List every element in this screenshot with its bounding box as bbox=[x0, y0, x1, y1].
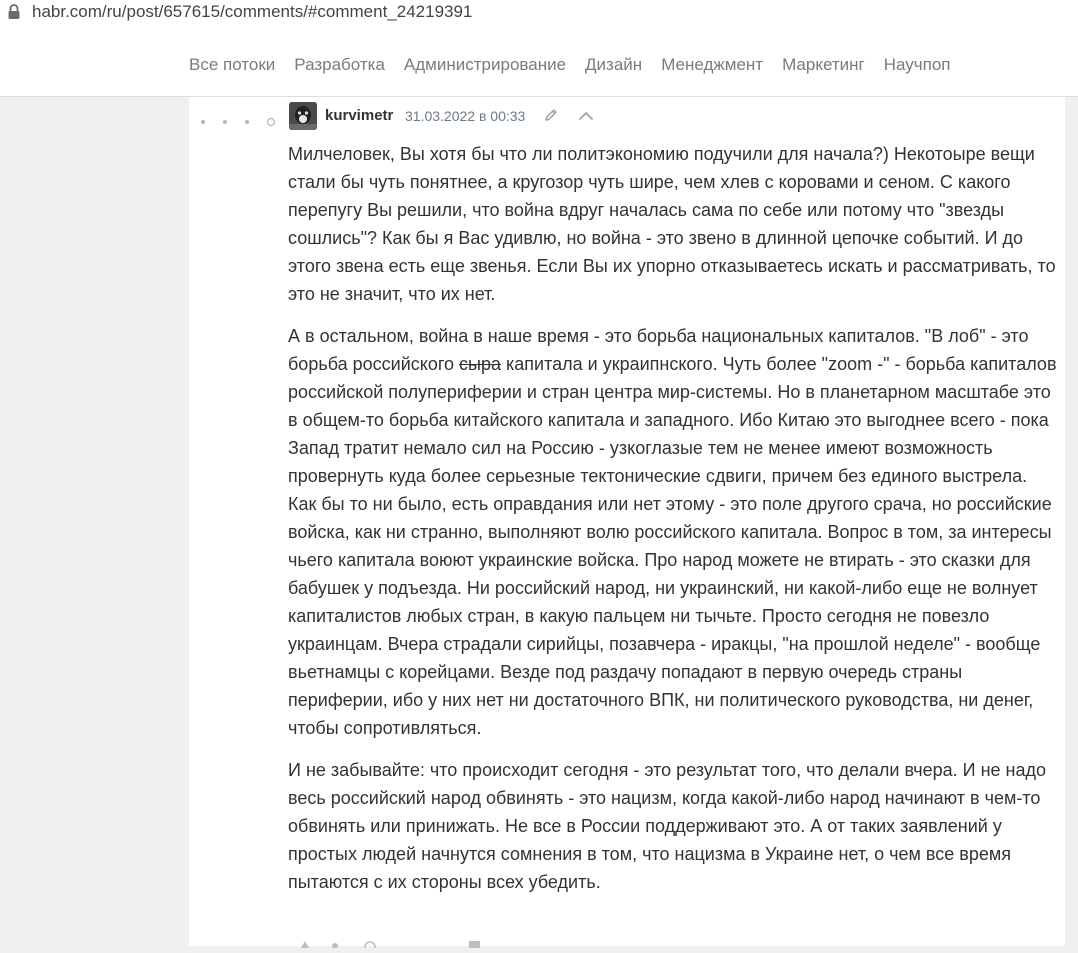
comment-paragraph bbox=[288, 322, 1058, 742]
lock-icon bbox=[7, 3, 21, 26]
comment-body bbox=[288, 140, 1058, 910]
strikethrough-text: сыра bbox=[459, 354, 501, 374]
comment-actions bbox=[297, 935, 497, 953]
nav-item-design[interactable]: Дизайн bbox=[585, 55, 643, 74]
thread-dot bbox=[201, 120, 205, 124]
thread-depth-indicator bbox=[201, 113, 275, 131]
thread-circle[interactable] bbox=[267, 118, 275, 126]
nav-item-development[interactable]: Разработка bbox=[294, 55, 385, 74]
hub-navigation bbox=[0, 34, 1078, 97]
url-text[interactable]: habr.com/ru/post/657615/comments/#comment_24219391 bbox=[32, 2, 473, 21]
pencil-icon[interactable] bbox=[543, 107, 559, 128]
comment-username[interactable]: kurvimetr bbox=[325, 107, 394, 124]
chevron-up-icon[interactable] bbox=[578, 109, 594, 127]
nav-item-management[interactable]: Менеджмент bbox=[661, 55, 764, 74]
user-avatar[interactable] bbox=[289, 102, 317, 130]
comment-text: капитала и украипнского. Чуть более "zoom -" - борьба капиталов российской полупериферии и стран центра мир-системы. Но в планетарном масштабе это в общем-то борьба китайского капитала и западного. Ибо Китаю это выгоднее всего - пока Запад тратит немало сил на Россию - узкоглазые тем не менее имеют возможность провернуть куда более серьезные тектонические сдвиги, причем без единого выстрела. Как бы то ни было, есть оправдания или нет этому - это поле другого срача, но российские войска, как ни странно, выполняют волю российского капитала. Вопрос в том, за интересы чьего капитала воюют украинские войска. Про народ можете не втирать - это сказки для бабушек у подъезда. Ни российский народ, ни украинский, ни какой-либо еще не волнует капиталистов любых стран, в какую пальцем ни тычьте. Просто сегодня не повезло украинцам. Вчера страдали сирийцы, позавчера - иракцы, "на прошлой неделе" - вообще вьетнамцы с корейцами. Везде под раздачу попадают в первую очередь страны периферии, ибо у них нет ни достаточного ВПК, ни политического руководства, ни денег, чтобы сопротивляться. bbox=[288, 354, 1057, 738]
browser-address-bar[interactable] bbox=[0, 0, 1078, 35]
nav-item-marketing[interactable]: Маркетинг bbox=[782, 55, 865, 74]
thread-dot bbox=[223, 120, 227, 124]
comment-container bbox=[189, 97, 1065, 946]
comment-paragraph: И не забывайте: что происходит сегодня - это результат того, что делали вчера. И не надо весь российский народ обвинять - это нацизм, когда какой-либо народ начинают в чем-то обвинять или принижать. Не все в России поддерживают это. А от таких заявлений у простых людей начнутся сомнения в том, что нацизма в Украине нет, о чем все время пытаются с их стороны всех убедить. bbox=[288, 760, 1047, 892]
nav-item-administration[interactable]: Администрирование bbox=[403, 55, 567, 74]
comment-text: А в остальном, война в наше время - это борьба национальных капиталов. "В лоб" - это борьба российского bbox=[288, 326, 1029, 374]
nav-item-all-flows[interactable]: Все потоки bbox=[189, 55, 276, 74]
nav-item-popsci[interactable]: Научпоп bbox=[883, 55, 951, 74]
comment-paragraph: Милчеловек, Вы хотя бы что ли политэкономию подучили для начала?) Некотоыре вещи стали бы чуть понятнее, а кругозор чуть шире, чем хлев с коровами и сеном. С какого перепугу Вы решили, что война вдруг началась сама по себе или потому что "звезды сошлись"? Как бы я Вас удивлю, но война - это звено в длинной цепочке событий. И до этого звена есть еще звенья. Если Вы их упорно отказываетесь искать и рассматривать, то это не значит, что их нет. bbox=[288, 144, 1056, 304]
thread-dot bbox=[245, 120, 249, 124]
comment-datetime[interactable]: 31.03.2022 в 00:33 bbox=[405, 108, 526, 124]
